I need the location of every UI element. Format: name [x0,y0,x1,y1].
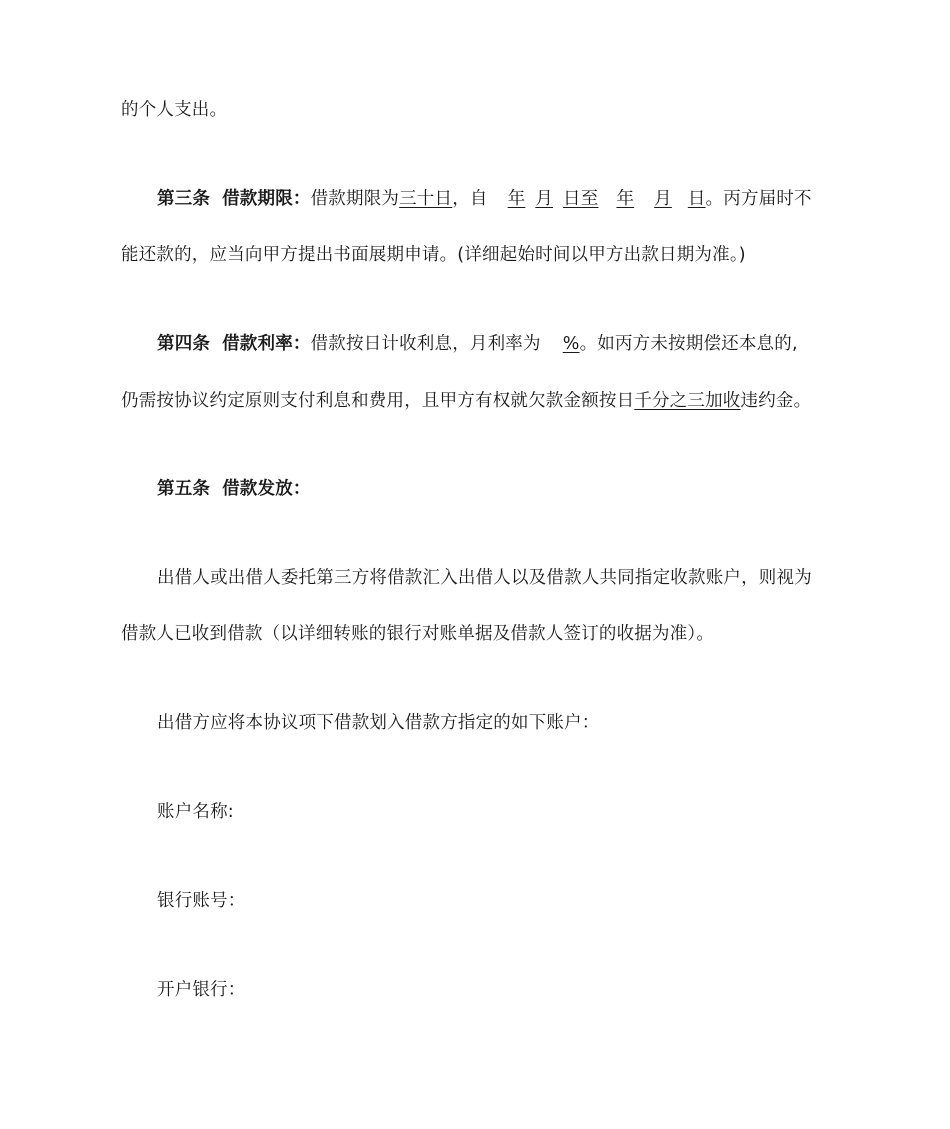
article-5-text: 借款人已收到借款（以详细转账的银行对账单据及借款人签订的收据为准）。 [121,624,715,644]
article-5-paragraph-1-line-1 [157,566,841,590]
article-5-heading [157,477,841,501]
article-5-text: 出借人或出借人委托第三方将借款汇入出借人以及借款人共同指定收款账户，则视为 [157,568,812,588]
article-4-line-1 [157,332,841,356]
bank-name-field [157,978,841,1002]
article-3-text: 能还款的，应当向甲方提出书面展期申请。(详细起始时间以甲方出款日期为准。) [121,245,746,265]
article-4-text: 仍需按协议约定原则支付利息和费用，且甲方有权就欠款金额按日 [121,391,635,411]
article-3-title: 借款期限： [222,189,311,209]
penalty-rate-value: 千分之三加收 [634,391,741,411]
article-3-label: 第三条 [157,189,211,209]
article-4-line-2 [121,389,841,413]
paragraph-tail [121,98,841,122]
article-5-text: 出借方应将本协议项下借款划入借款方指定的如下账户： [157,713,600,733]
loan-term-value: 三十日 [399,189,453,209]
article-4-text: 借款按日计收利息，月利率为 [310,334,541,354]
bank-account-field [157,889,841,913]
article-4-title: 借款利率： [222,334,311,354]
article-4-label: 第四条 [157,334,211,354]
article-3-line-2 [121,243,841,267]
bank-name-label: 开户银行： [157,980,246,1000]
bank-account-label: 银行账号： [157,891,246,911]
article-3-text: 借款期限为 [310,189,400,209]
date-range-blank: 年 月 日至 年 月 日 [507,189,706,209]
article-4-text: 。如丙方未按期偿还本息的, [579,334,798,354]
article-5-paragraph-1-line-2 [121,622,841,646]
article-3-text: 。丙方届时不 [705,189,812,209]
article-3-text: ，自 [452,189,488,209]
account-name-field [157,800,841,824]
article-3-line-1 [157,187,841,211]
article-5-label: 第五条 [157,479,211,499]
interest-rate-blank: % [562,334,580,354]
paragraph-text: 的个人支出。 [121,100,228,120]
article-4-text: 违约金。 [740,391,812,411]
article-5-title: 借款发放： [222,479,311,499]
account-name-label: 账户名称: [157,802,234,822]
article-5-paragraph-2 [157,711,841,735]
